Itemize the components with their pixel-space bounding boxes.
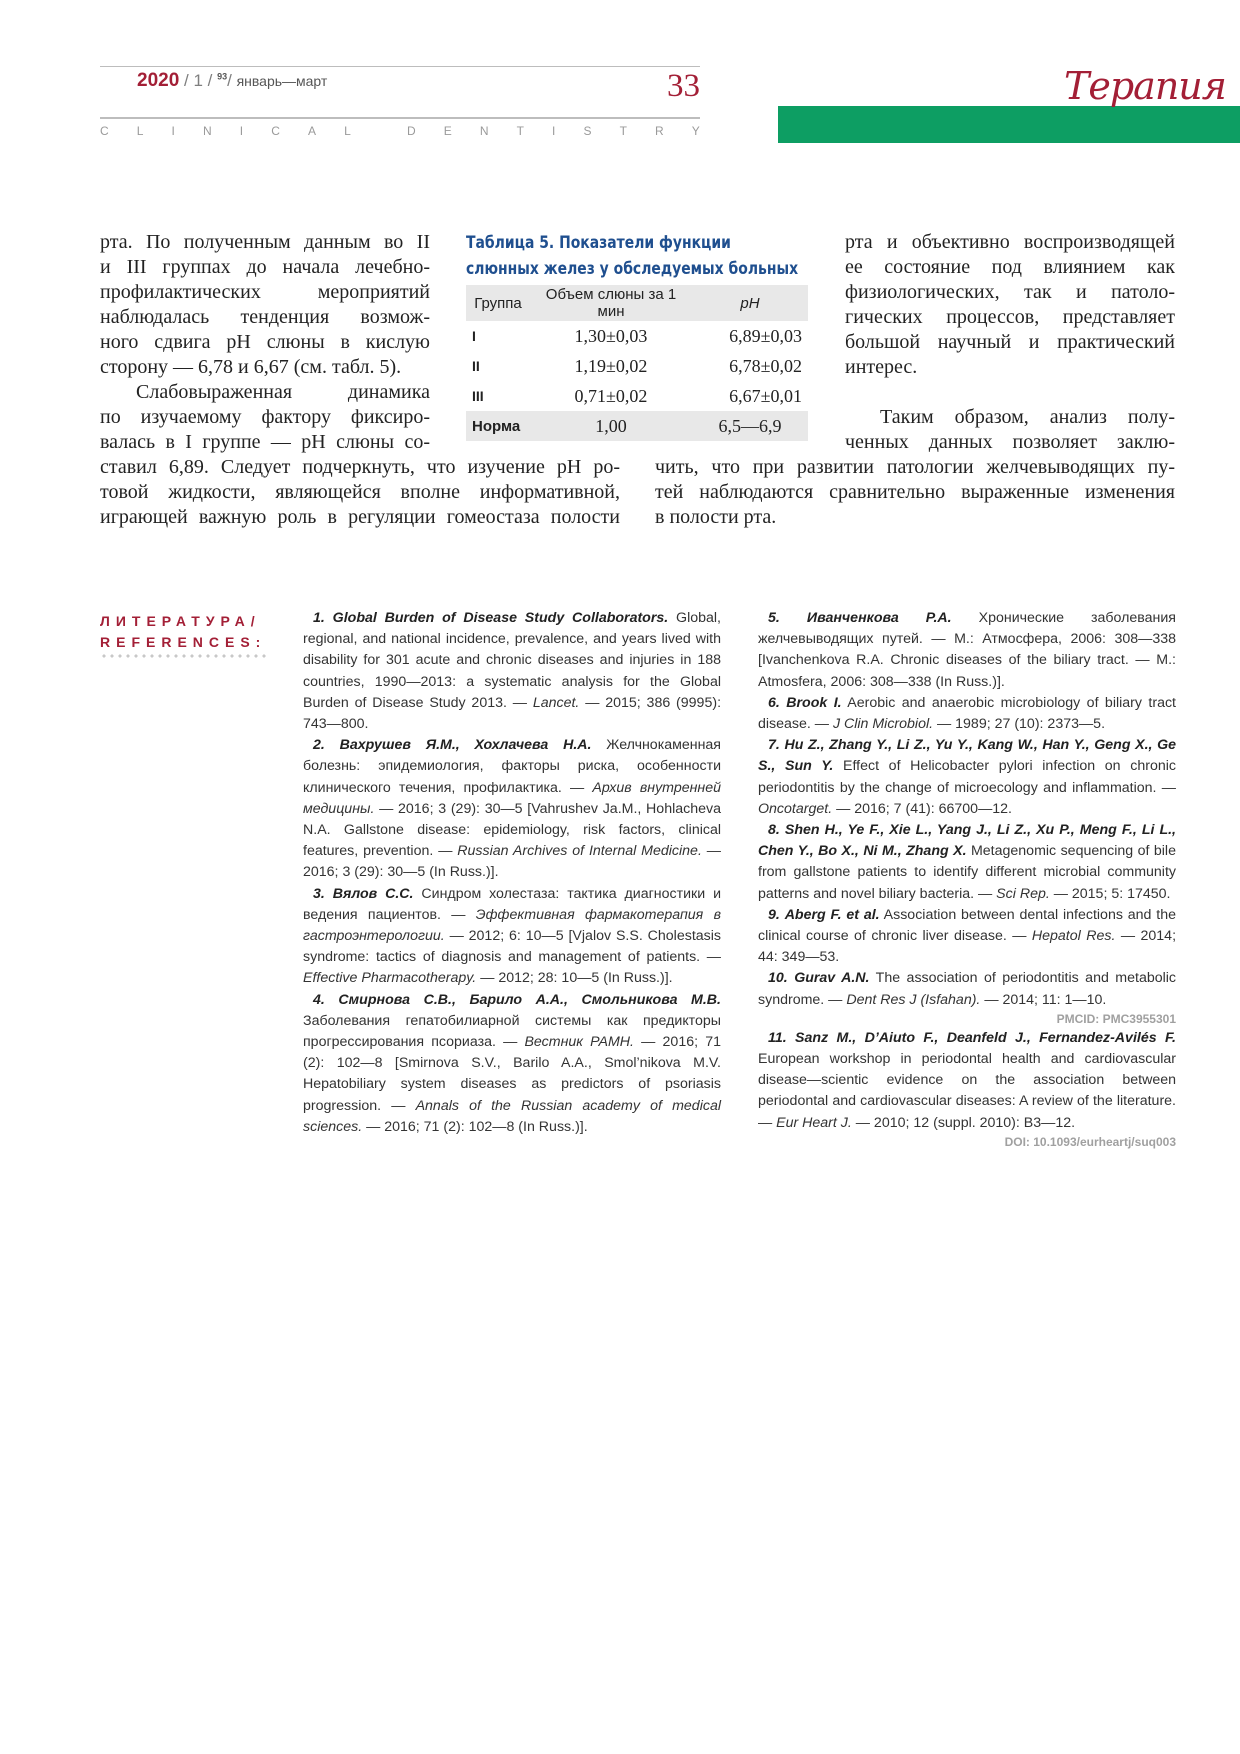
page-number: 33 [667, 68, 700, 104]
journal-letter: T [516, 124, 524, 138]
col-header-volume: Объем слюны за 1 мин [530, 285, 692, 321]
references-col-right [758, 608, 1176, 1151]
ref-journal: Эффективная фармакотерапия в гастроэнтерологии. [303, 906, 721, 945]
table-title-line: Таблица 5. Показатели функции [466, 233, 731, 253]
journal-letter: A [307, 124, 316, 138]
ref-num: 11. [768, 1029, 787, 1046]
text-line: ченных данных позволяет заклю- [845, 431, 1175, 453]
ref-tail-en: — 2016; 71 (2): 102—8 (In Russ.)]. [366, 1118, 588, 1135]
text-line: рта и объективно воспроизводящей [845, 231, 1175, 253]
body-text-col1-wide [100, 455, 620, 530]
text-line: ее состояние под влиянием как [845, 256, 1175, 278]
ref-tail: — 2015; 5: 17450. [1053, 885, 1171, 902]
ref-journal: Oncotarget. [758, 800, 833, 817]
journal-letter: R [655, 124, 664, 138]
ref-authors: Вахрушев Я.М., Хохлачева Н.А. [339, 737, 592, 754]
journal-name [100, 124, 700, 138]
ref-authors: Иванченкова Р.А. [806, 610, 952, 626]
ref-text: Metagenomic sequencing of bile from gallstone patients to identify different microbial community patterns and novel biliary bacteria. — [758, 843, 1176, 902]
ref-text: European workshop in periodontal health and cardiovascular disease—scientic evidence on the association between periodontal and cardiovascular diseases: A review of the literature. — [758, 1051, 1176, 1131]
text-line: большой научный и практический [845, 331, 1175, 353]
body-text-col2-wide [655, 455, 1175, 530]
journal-letter: N [202, 124, 212, 138]
reference-item [758, 905, 1176, 969]
text-line: рта. По полученным данным во II [100, 231, 430, 253]
ref-journal-en: Annals of the Russian academy of medical sciences. [303, 1097, 721, 1135]
ref-text: Association between dental infections and the clinical course of chronic liver disease. — [758, 906, 1176, 945]
text-line: в полости рта. [655, 506, 777, 528]
text-line: интерес. [845, 356, 918, 378]
cell-ph: 6,5—6,9 [692, 411, 808, 441]
text-line: валась в I группе — pH слюны со- [100, 431, 430, 453]
journal-letter: I [552, 124, 556, 138]
ref-text: The association of periodontitis and metabolic syndrome. — [758, 970, 1177, 1008]
reference-item [758, 693, 1176, 735]
text-line: наблюдалась тенденция возмож- [100, 306, 430, 328]
ref-num: 3. [313, 885, 325, 902]
issue-number: 1 [193, 71, 203, 90]
ref-text: Синдром холестаза: тактика диагностики и ведения пациентов. — [303, 885, 721, 923]
ref-doi: DOI: 10.1093/eurheartj/suq003 [1004, 1134, 1176, 1149]
ref-journal-en: Effective Pharmacotherapy. [303, 970, 477, 987]
ref-authors: Global Burden of Disease Study Collaborators. [332, 610, 669, 626]
reference-item [758, 820, 1176, 905]
ref-authors: Sanz M., D’Aiuto F., Deanfeld J., Fernandez-Avilés F. [795, 1029, 1177, 1046]
reference-item [303, 884, 721, 990]
text-line: ного сдвига pH слюны в кислую [100, 331, 430, 353]
ref-num: 8. [768, 822, 780, 839]
ref-authors: Gurav A.N. [794, 970, 870, 987]
reference-item [303, 735, 721, 883]
table-title [466, 230, 798, 282]
text-line: Таким образом, анализ полу- [880, 406, 1175, 428]
ref-authors: Вялов С.С. [332, 885, 414, 902]
cell-group: Норма [466, 411, 530, 441]
section-title: Терапия [1064, 64, 1226, 108]
header-rule-bottom [100, 117, 700, 119]
cell-volume: 1,19±0,02 [574, 355, 648, 376]
ref-authors: Brook I. [786, 694, 842, 711]
references-heading-ru: ЛИТЕРАТУРА/ [100, 613, 261, 629]
journal-letter: E [443, 124, 452, 138]
ref-tail: — 2014; 11: 1—10. [984, 991, 1107, 1008]
ref-num: 7. [768, 737, 780, 754]
ref-authors: Shen H., Ye F., Xie L., Yang J., Li Z., Xu P., Meng F., Li L., Chen Y., Bo X., Ni M., Zhang X. [758, 822, 1176, 860]
cell-group: III [472, 388, 484, 404]
ref-tail: — 2016; 7 (41): 66700—12. [836, 800, 1012, 817]
cell-group: II [472, 358, 480, 374]
cell-ph: 6,67±0,01 [729, 385, 802, 406]
ref-journal: Eur Heart J. [776, 1114, 852, 1131]
text-line: по изучаемому фактору фиксиро- [100, 406, 430, 428]
text-line: товой жидкости, являющейся вполне информативной, [100, 481, 620, 503]
cell-ph: 6,89±0,03 [729, 325, 802, 346]
text-line: играющей важную роль в регуляции гомеостаза полости [100, 506, 620, 528]
references-col-left [303, 608, 721, 1138]
reference-item [758, 735, 1176, 820]
text-line: тей наблюдаются сравнительно выраженные изменения [655, 481, 1175, 503]
text-line: и III группах до начала лечебно- [100, 256, 430, 278]
ref-num: 5. [768, 610, 780, 626]
ref-authors: Hu Z., Zhang Y., Li Z., Yu Y., Kang W., Han Y., Geng X., Ge S., Sun Y. [758, 737, 1176, 775]
journal-letter: S [583, 124, 592, 138]
text-line: чить, что при развитии патологии желчевыводящих пу- [655, 456, 1175, 478]
journal-letter: Y [691, 124, 700, 138]
text-line: профилактических мероприятий [100, 281, 430, 303]
ref-text: Желчнокаменная болезнь: эпидемиология, факторы риска, особенности клинического течения, профилактика. — [303, 737, 721, 796]
references-dotted-divider [100, 654, 270, 658]
ref-num: 6. [768, 694, 780, 711]
body-text-col1 [100, 230, 430, 455]
references-heading [100, 611, 266, 653]
cell-volume: 0,71±0,02 [574, 385, 648, 406]
journal-letter: L [344, 124, 351, 138]
table-row [466, 321, 808, 351]
header-rule-top [100, 66, 700, 67]
body-text-col2-para [880, 405, 1175, 430]
ref-tail-en: — 2012; 28: 10—5 (In Russ.)]. [480, 970, 673, 987]
table-header-row [466, 285, 808, 321]
ref-pmcid: PMCID: PMC3955301 [1056, 1011, 1176, 1026]
ref-tail: — 2015; 386 (9995): 743—800. [303, 694, 722, 733]
section-color-bar [778, 106, 1240, 143]
issue-year: 2020 [137, 70, 180, 91]
journal-letter: L [136, 124, 144, 138]
text-line: физиологических, так и патоло- [845, 281, 1175, 303]
cell-volume: 1,00 [530, 411, 692, 441]
journal-letter: D [406, 124, 416, 138]
ref-text: Effect of Helicobacter pylori infection on chronic periodontitis by the change of microecology and inflammation. — [758, 758, 1176, 796]
ref-journal: J Clin Microbiol. [832, 716, 934, 733]
ref-num: 1. [313, 610, 325, 626]
ref-journal-en: Russian Archives of Internal Medicine. [457, 843, 702, 860]
ref-authors: Смирнова С.В., Барило А.А., Смольникова М.В. [338, 991, 721, 1008]
journal-letter: C [100, 124, 109, 138]
reference-item [758, 1028, 1176, 1134]
ref-journal: Вестник РАМН. [524, 1034, 634, 1051]
issue-info: 2020 / 1 / $^{93}$/ январь—март [137, 70, 328, 91]
text-line: сторону — 6,78 и 6,67 (см. табл. 5). [100, 356, 402, 378]
ref-tail: — 2012; 6: 10—5 [Vjalov S.S. Cholestasis syndrome: tactics of diagnosis and management of patients. — [303, 928, 721, 966]
issue-months: январь—март [236, 73, 328, 89]
ref-num: 2. [313, 737, 325, 754]
references-heading-en: REFERENCES: [100, 634, 267, 650]
table-row [466, 381, 808, 411]
table-row [466, 351, 808, 381]
ref-journal: Архив внутренней медицины. [303, 779, 721, 817]
journal-letter: C [271, 124, 280, 138]
text-line: Слабовыраженная динамика [136, 381, 430, 403]
reference-item [303, 990, 721, 1138]
ref-num: 10. [768, 970, 788, 987]
reference-item [758, 968, 1176, 1010]
table-row-norm [466, 411, 808, 441]
ref-tail: — 2010; 12 (suppl. 2010): B3—12. [855, 1114, 1076, 1131]
reference-item [303, 608, 721, 735]
reference-item [758, 608, 1176, 693]
ref-authors: Aberg F. et al. [784, 906, 880, 923]
ref-tail: — 2016; 3 (29): 30—5 [Vahrushev Ja.M., Hohlacheva N.A. Gallstone disease: epidemiology, risk factors, clinical features, prevention. — [303, 800, 721, 860]
journal-letter: I [239, 124, 244, 138]
ref-text: Хронические заболевания желчевыводящих путей. — М.: Атмосфера, 2006: 308—338 [Ivanchenkova R.A. Chronic diseases of the biliary tract. — M.: Atmosfera, 2006: 308—338 (In Russ.)]. [758, 610, 1176, 690]
ref-text: Aerobic and anaerobic microbiology of biliary tract disease. — [758, 694, 1177, 733]
ref-tail: — 2016; 71 (2): 102—8 [Smirnova S.V., Barilo A.A., Smol’nikova M.V. Hepatobiliary system diseases as predictors of psoriasis progression. — [303, 1034, 721, 1114]
body-text-col2-cont [845, 430, 1175, 455]
ref-tail: — 1989; 27 (10): 2373—5. [937, 716, 1106, 733]
issue-serial: 93 [217, 71, 228, 82]
cell-volume: 1,30±0,03 [574, 325, 648, 346]
journal-letter: N [479, 124, 489, 138]
journal-letter: T [619, 124, 627, 138]
text-line: ставил 6,89. Следует подчеркнуть, что изучение pH ро- [100, 456, 620, 478]
col-header-group: Группа [466, 285, 530, 321]
saliva-table [466, 285, 808, 441]
body-text-col2 [845, 230, 1175, 380]
ref-tail: — 2014; 44: 349—53. [758, 928, 1177, 966]
cell-ph: 6,78±0,02 [729, 355, 802, 376]
ref-journal: Lancet. [532, 694, 580, 711]
ref-journal: Hepatol Res. [1031, 928, 1116, 945]
col-header-ph: pH [692, 285, 808, 321]
ref-text: Заболевания гепатобилиарной системы как предикторы прогрессирования псориаза. — [303, 1012, 721, 1051]
ref-journal: Dent Res J (Isfahan). [846, 991, 981, 1008]
ref-journal: Sci Rep. [996, 885, 1050, 902]
cell-group: I [472, 328, 476, 344]
ref-tail-en: — 2016; 3 (29): 30—5 (In Russ.)]. [303, 843, 721, 881]
ref-num: 9. [768, 906, 780, 923]
ref-num: 4. [313, 991, 325, 1008]
text-line: гических процессов, представляет [845, 306, 1175, 328]
journal-letter: I [171, 124, 175, 138]
ref-text: Global, regional, and national incidence, prevalence, and years lived with disability for 301 acute and chronic diseases and injuries in 188 countries, 1990—2013: a systematic analysis for the Global Burden of Disease Study 2013. — [303, 610, 721, 711]
table-title-line: слюнных желез у обследуемых больных [466, 259, 799, 279]
